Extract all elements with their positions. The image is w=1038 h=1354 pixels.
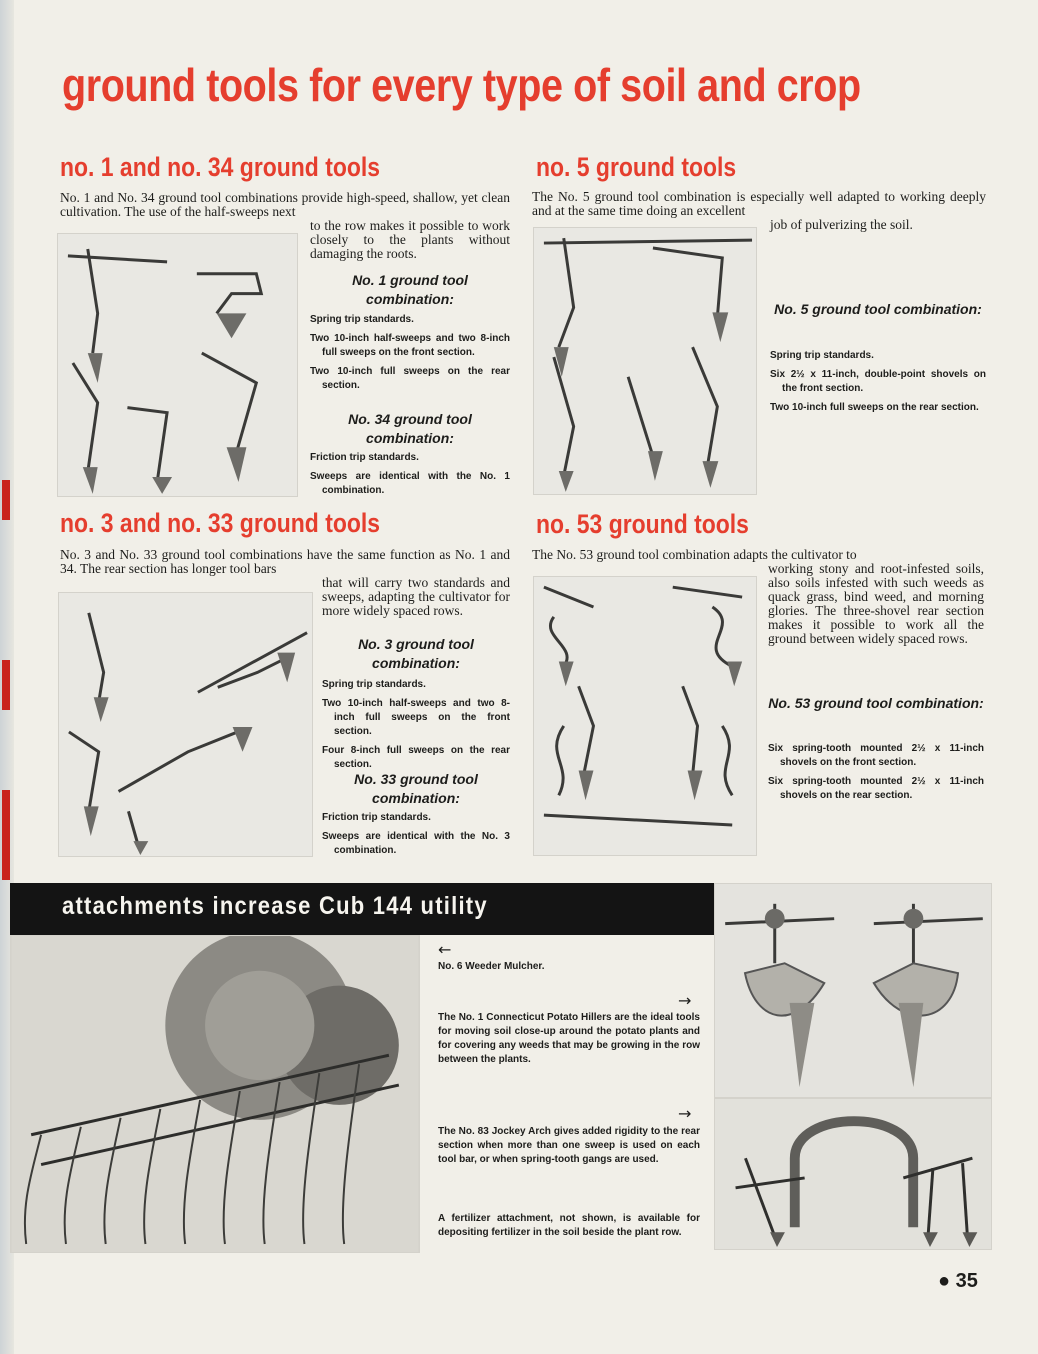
spec-item: Friction trip standards. <box>310 452 419 463</box>
section-title-no53: no. 53 ground tools <box>536 509 749 539</box>
spec-item: Six spring-tooth mounted 2½ x 11-inch shovels on the front section. <box>768 743 984 768</box>
spec-item: Six 2½ x 11-inch, double-point shovels on the front section. <box>770 369 986 394</box>
page-number <box>938 1270 978 1293</box>
ground-tools-photo <box>57 233 298 497</box>
spec-item: Two 10-inch full sweeps on the rear section. <box>770 402 979 413</box>
page-number-value: 35 <box>955 1270 978 1292</box>
ground-tools-photo <box>533 576 757 856</box>
spec-item: Six spring-tooth mounted 2½ x 11-inch shovels on the rear section. <box>768 776 984 801</box>
attachment-potato-hillers: The No. 1 Connecticut Potato Hillers are the ideal tools for moving soil close-up around the potato plants and for covering any weeds that may be growing in the row between the plants. <box>438 1012 700 1065</box>
combo-specs-no53 <box>768 742 984 808</box>
weeder-mulcher-photo <box>10 935 420 1253</box>
section-title-no1-no34: no. 1 and no. 34 ground tools <box>60 152 381 182</box>
edge-mark <box>2 660 10 710</box>
spec-item: Spring trip standards. <box>770 350 874 361</box>
attachment-fertilizer-note: A fertilizer attachment, not shown, is available for depositing fertilizer in the soil beside the plant row. <box>438 1213 700 1238</box>
jockey-arch-photo <box>714 1098 992 1250</box>
section-title-no3-no33: no. 3 and no. 33 ground tools <box>60 508 381 538</box>
combo-specs-no34 <box>310 451 510 503</box>
spec-item: Friction trip standards. <box>322 812 431 823</box>
section-intro: No. 1 and No. 34 ground tool combinations provide high-speed, shallow, yet clean cultivation. The use of the half-sweeps next <box>60 190 510 219</box>
section-intro-side: that will carry two standards and sweeps, adapting the cultivator for more widely spaced rows. <box>322 575 510 618</box>
section-intro-side: to the row makes it possible to work closely to the plants without damaging the roots. <box>310 218 510 261</box>
combo-specs-no33 <box>322 811 510 863</box>
spec-item: Sweeps are identical with the No. 3 combination. <box>322 831 510 856</box>
combo-specs-no3 <box>322 678 510 777</box>
combo-heading-no33: No. 33 ground tool combination: <box>354 771 478 806</box>
right-arrow-icon: → <box>678 991 692 1010</box>
spec-item: Two 10-inch half-sweeps and two 8-inch full sweeps on the front section. <box>322 698 510 737</box>
spec-item: Two 10-inch half-sweeps and two 8-inch full sweeps on the front section. <box>310 333 510 358</box>
edge-mark <box>2 480 10 520</box>
section-title-no5: no. 5 ground tools <box>536 152 737 182</box>
ground-tools-photo <box>533 227 757 495</box>
combo-heading-no5: No. 5 ground tool combination: <box>774 301 982 317</box>
ground-tools-photo <box>58 592 313 857</box>
attachment-jockey-arch: The No. 83 Jockey Arch gives added rigidity to the rear section when more than one sweep is used on each tool bar, or when spring-tooth gangs are used. <box>438 1126 700 1165</box>
section-intro-side: job of pulverizing the soil. <box>770 217 913 232</box>
section-intro: The No. 53 ground tool combination adapts the cultivator to <box>532 547 857 562</box>
potato-hillers-photo <box>714 883 992 1098</box>
attachment-weeder-mulcher: No. 6 Weeder Mulcher. <box>438 961 545 972</box>
section-intro-side: working stony and root-infested soils, also soils infested with such weeds as quack grass, bind weed, and morning glories. The three-shovel rear section makes it possible to work all the ground between widely spaced rows. <box>768 561 984 646</box>
combo-heading-no53: No. 53 ground tool combination: <box>768 695 984 711</box>
attachments-banner-title: attachments increase Cub 144 utility <box>62 892 488 920</box>
right-arrow-icon: → <box>678 1104 692 1123</box>
left-arrow-icon: ← <box>438 940 452 959</box>
combo-heading-no3: No. 3 ground tool combination: <box>358 636 474 671</box>
combo-specs-no1 <box>310 313 510 398</box>
section-intro: The No. 5 ground tool combination is especially well adapted to working deeply and at the same time doing an excellent <box>532 189 986 218</box>
bullet-icon: ● <box>938 1270 956 1292</box>
spec-item: Spring trip standards. <box>310 314 414 325</box>
page-title: ground tools for every type of soil and crop <box>62 59 861 111</box>
spec-item: Spring trip standards. <box>322 679 426 690</box>
combo-specs-no5 <box>770 349 986 420</box>
combo-heading-no34: No. 34 ground tool combination: <box>348 411 472 446</box>
spec-item: Four 8-inch full sweeps on the rear section. <box>322 745 510 770</box>
spec-item: Sweeps are identical with the No. 1 combination. <box>310 471 510 496</box>
edge-mark <box>2 790 10 880</box>
spec-item: Two 10-inch full sweeps on the rear section. <box>310 366 510 391</box>
section-intro: No. 3 and No. 33 ground tool combinations have the same function as No. 1 and 34. The rear section has longer tool bars <box>60 547 510 576</box>
combo-heading-no1: No. 1 ground tool combination: <box>352 272 468 307</box>
